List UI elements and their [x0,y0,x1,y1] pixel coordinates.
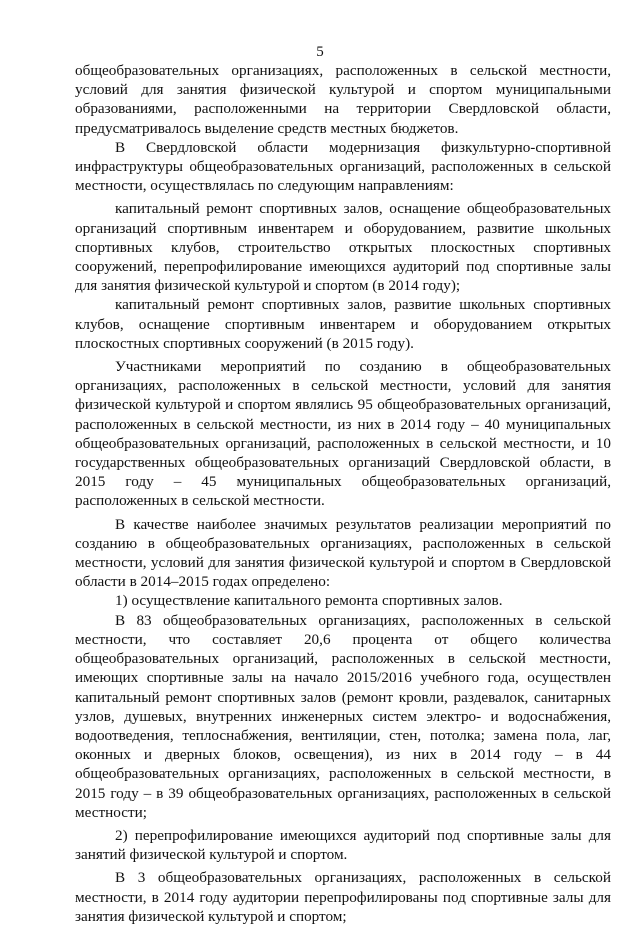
page-number: 5 [316,44,324,60]
paragraph-4: капитальный ремонт спортивных залов, развитие школьных спортивных клубов, оснащение спортивным инвентарем и оборудованием открытых плоскостных спортивных сооружений (в 2015 году). [75,296,611,352]
document-body [75,61,611,926]
paragraph-6: В качестве наиболее значимых результатов реализации мероприятий по созданию в общеобразовательных организациях, расположенных в сельской местности, условий для занятия физической культурой и спортом в Свердловской области в 2014–2015 годах определено: [75,515,611,591]
paragraph-3: капитальный ремонт спортивных залов, оснащение общеобразовательных организаций спортивным инвентарем и оборудованием, развитие школьных спортивных клубов, строительство открытых плоскостных спортивных сооружений, перепрофилирование имеющихся аудиторий под спортивные залы для занятия физической культурой и спортом (в 2014 году); [75,200,611,295]
paragraph-1: общеобразовательных организациях, расположенных в сельской местности, условий для занятия физической культурой и спортом муниципальными образованиями, расположенными на территории Свердловской области, предусматривалось выделение средств местных бюджетов. [75,62,611,137]
paragraph-10: В 3 общеобразовательных организациях, расположенных в сельской местности, в 2014 году аудитории перепрофилированы под спортивные залы для занятия физической культурой и спортом; [75,869,611,925]
paragraph-5: Участниками мероприятий по созданию в общеобразовательных организациях, расположенных в сельской местности, условий для занятия физической культурой и спортом являлись 95 общеобразовательных организаций, расположенных в сельской местности, из них в 2014 году – 40 муниципальных общеобразовательных организаций, расположенных в сельской местности, и 10 государственных общеобразовательных организаций Свердловской области, в 2015 году – 45 муниципальных общеобразовательных организаций, расположенных в сельской местности. [75,358,611,510]
paragraph-7: 1) осуществление капитального ремонта спортивных залов. [115,592,503,610]
paragraph-9: 2) перепрофилирование имеющихся аудиторий под спортивные залы для занятий физической культурой и спортом. [75,826,611,864]
paragraph-8: В 83 общеобразовательных организациях, расположенных в сельской местности, что составляет 20,6 процента от общего количества общеобразовательных организаций, расположенных в сельской местности, имеющих спортивные залы на начало 2015/2016 учебного года, осуществлен капитальный ремонт спортивных залов (ремонт кровли, раздевалок, санитарных узлов, душевых, внутренних инженерных систем электро- и водоснабжения, водоотведения, теплоснабжения, вентиляции, стен, потолка; замена пола, лаг, оконных и дверных блоков, освещения), из них в 2014 году – в 44 общеобразовательных организациях, расположенных в сельской местности, в 2015 году – в 39 общеобразовательных организациях, расположенных в сельской местности; [75,611,611,821]
paragraph-2: В Свердловской области модернизация физкультурно-спортивной инфраструктуры общеобразовательных организаций, расположенных в сельской местности, осуществлялась по следующим направлениям: [75,138,611,195]
